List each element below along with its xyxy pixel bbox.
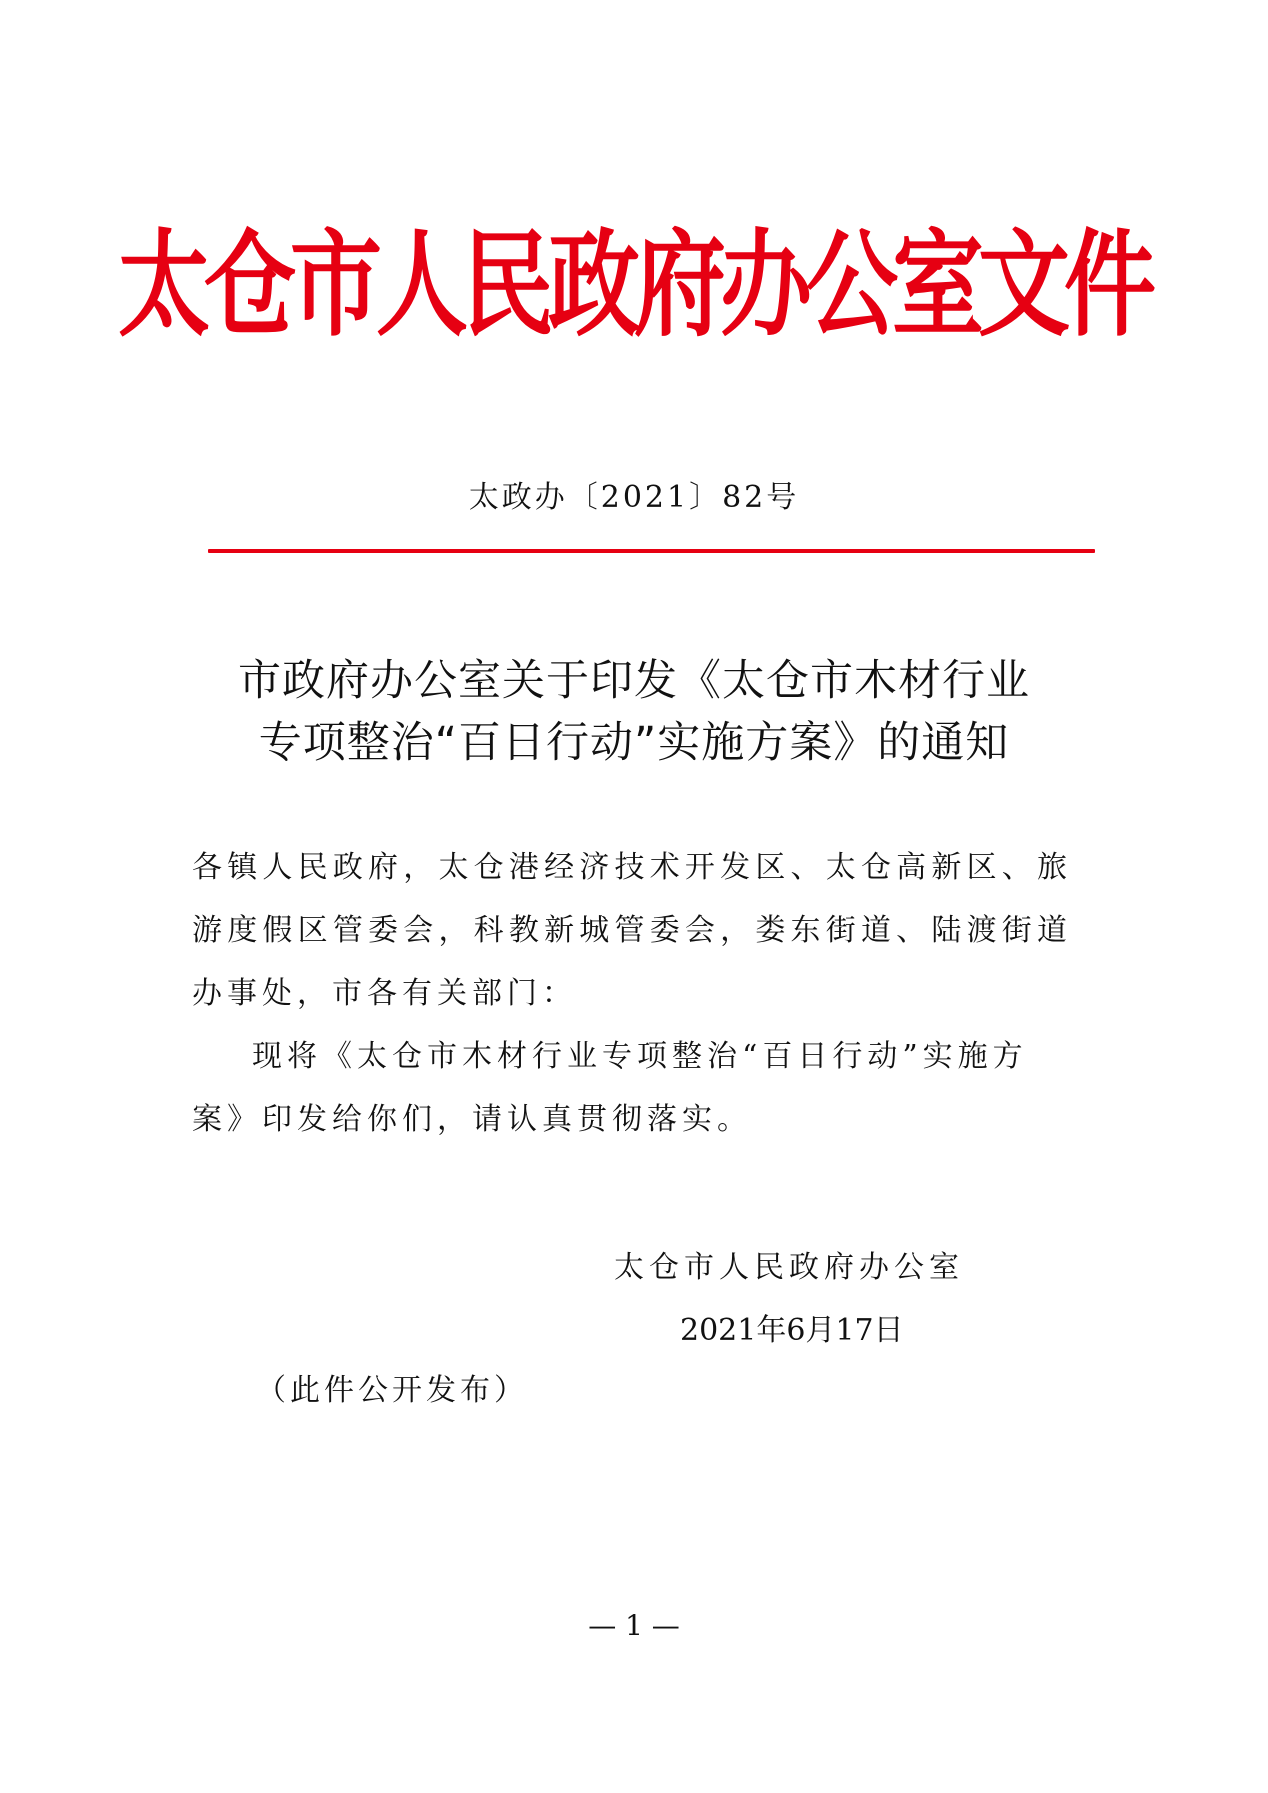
document-number: 太政办〔2021〕82号	[468, 480, 800, 515]
notice-body	[192, 836, 1072, 1151]
signature-date: 2021年6月17日	[680, 1313, 904, 1348]
content-paragraph: 现将《太仓市木材行业专项整治“百日行动”实施方案》印发给你们，请认真贯彻落实。	[192, 1039, 1028, 1137]
notice-title	[0, 650, 1268, 774]
issuer-signature: 太仓市人民政府办公室	[614, 1250, 964, 1285]
document-header-title: 太仓市人民政府办公室文件	[117, 218, 1150, 352]
notice-title-line-1: 市政府办公室关于印发《太仓市木材行业	[238, 656, 1030, 706]
notice-title-line-2: 专项整治“百日行动”实施方案》的通知	[258, 718, 1010, 768]
header-red-divider	[208, 549, 1095, 553]
public-release-note: （此件公开发布）	[256, 1373, 528, 1408]
page-number: — 1 —	[588, 1609, 680, 1642]
recipients-paragraph: 各镇人民政府，太仓港经济技术开发区、太仓高新区、旅游度假区管委会，科教新城管委会，娄东街道、陆渡街道办事处，市各有关部门：	[192, 850, 1072, 1011]
